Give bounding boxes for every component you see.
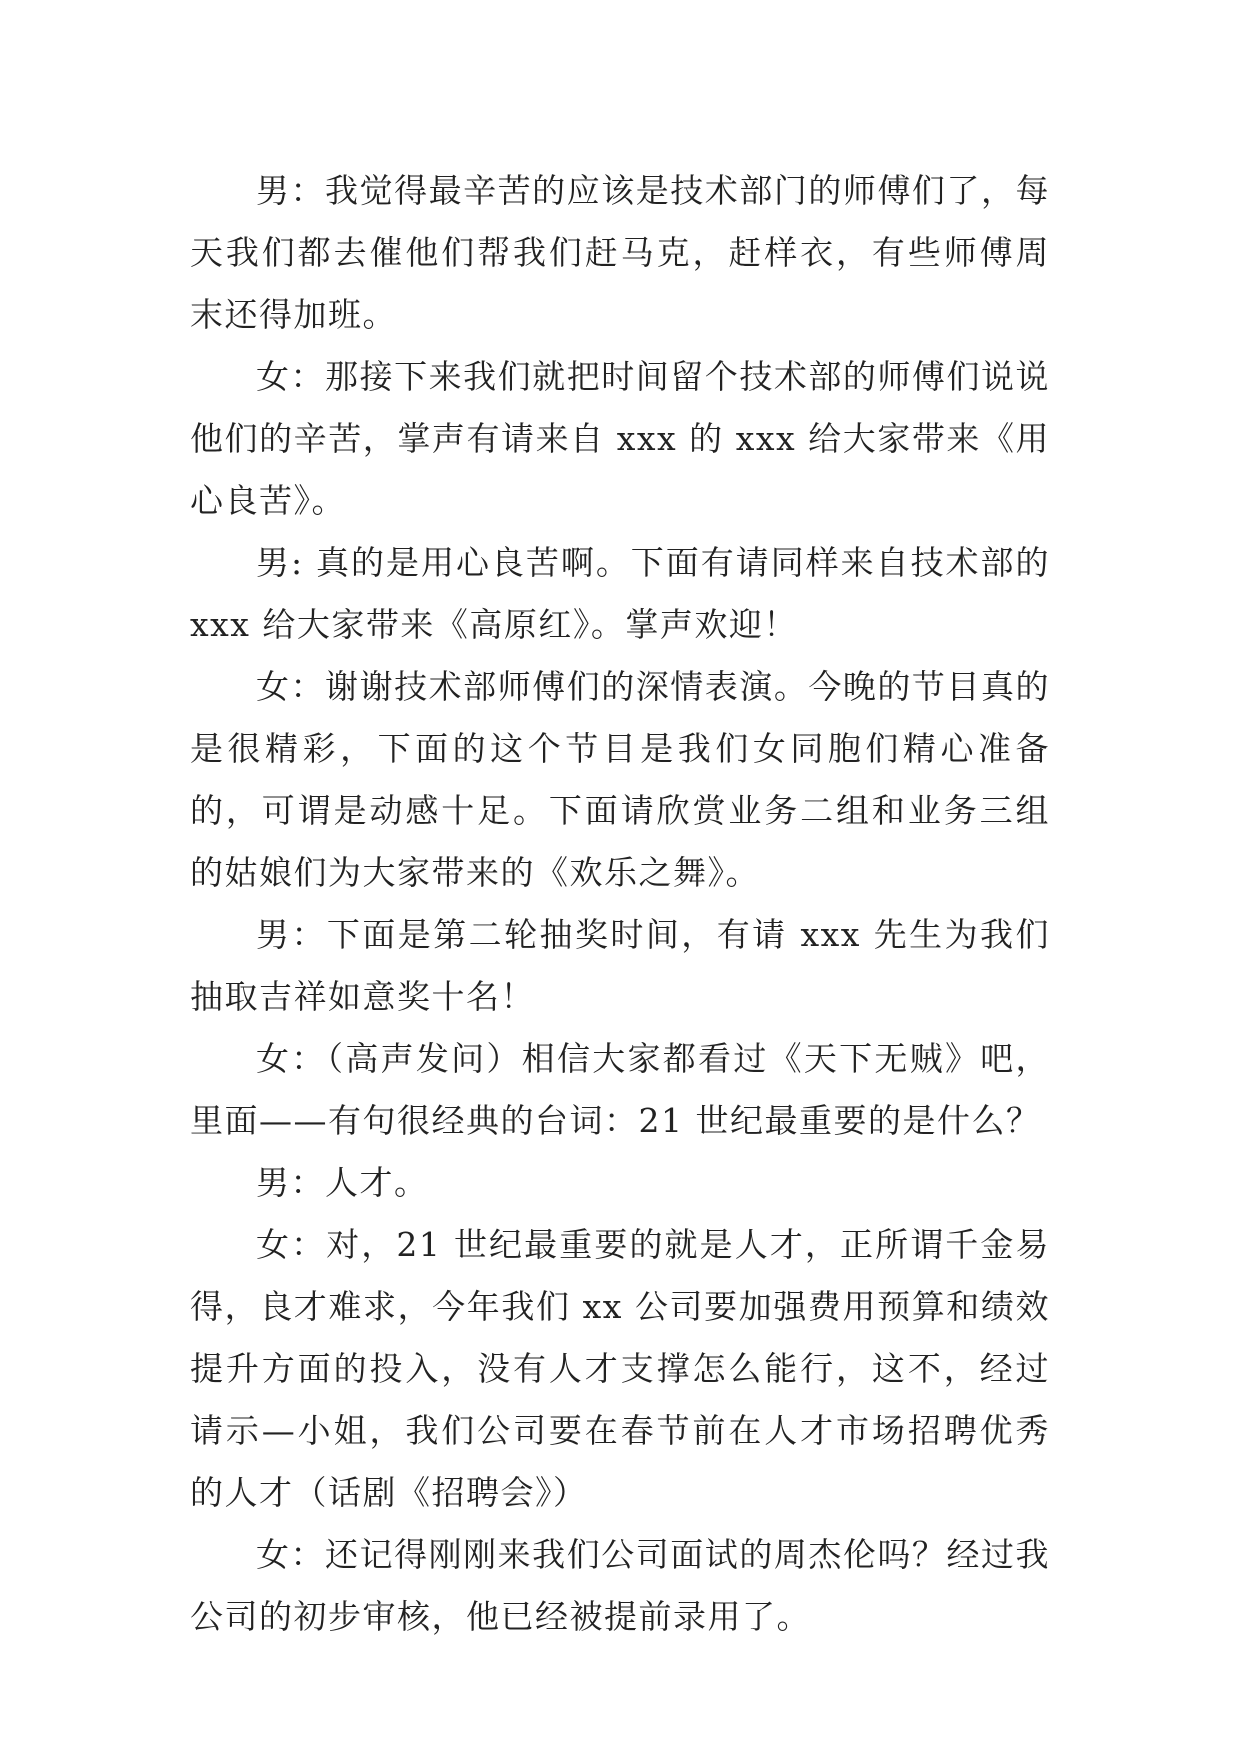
dialogue-paragraph: 男：下面是第二轮抽奖时间，有请 xxx 先生为我们抽取吉祥如意奖十名！ — [190, 915, 1050, 1016]
dialogue-paragraph: 女：还记得刚刚来我们公司面试的周杰伦吗？经过我公司的初步审核，他已经被提前录用了。 — [190, 1535, 1050, 1636]
dialogue-paragraph: 男：我觉得最辛苦的应该是技术部门的师傅们了，每天我们都去催他们帮我们赶马克，赶样衣，有些师傅周末还得加班。 — [190, 171, 1050, 334]
dialogue-paragraph: 女：对，21 世纪最重要的就是人才，正所谓千金易得，良才难求，今年我们 xx 公司要加强费用预算和绩效提升方面的投入，没有人才支撑怎么能行，这不，经过请示—小姐，我们公司要在春节前在人才市场招聘优秀的人才（话剧《招聘会》） — [190, 1225, 1050, 1512]
dialogue-paragraph: 女：谢谢技术部师傅们的深情表演。今晚的节目真的是很精彩，下面的这个节目是我们女同胞们精心准备的，可谓是动感十足。下面请欣赏业务二组和业务三组的姑娘们为大家带来的《欢乐之舞》。 — [190, 667, 1050, 892]
dialogue-paragraph: 男：人才。 — [256, 1163, 429, 1202]
dialogue-paragraph: 男: 真的是用心良苦啊。下面有请同样来自技术部的 xxx 给大家带来《高原红》。掌声欢迎！ — [190, 543, 1050, 644]
dialogue-paragraph: 女：那接下来我们就把时间留个技术部的师傅们说说他们的辛苦，掌声有请来自 xxx 的 xxx 给大家带来《用心良苦》。 — [190, 357, 1050, 520]
document-body — [190, 160, 1050, 1648]
dialogue-paragraph: 女：（高声发问）相信大家都看过《天下无贼》吧，里面——有句很经典的台词：21 世纪最重要的是什么？ — [190, 1039, 1050, 1140]
